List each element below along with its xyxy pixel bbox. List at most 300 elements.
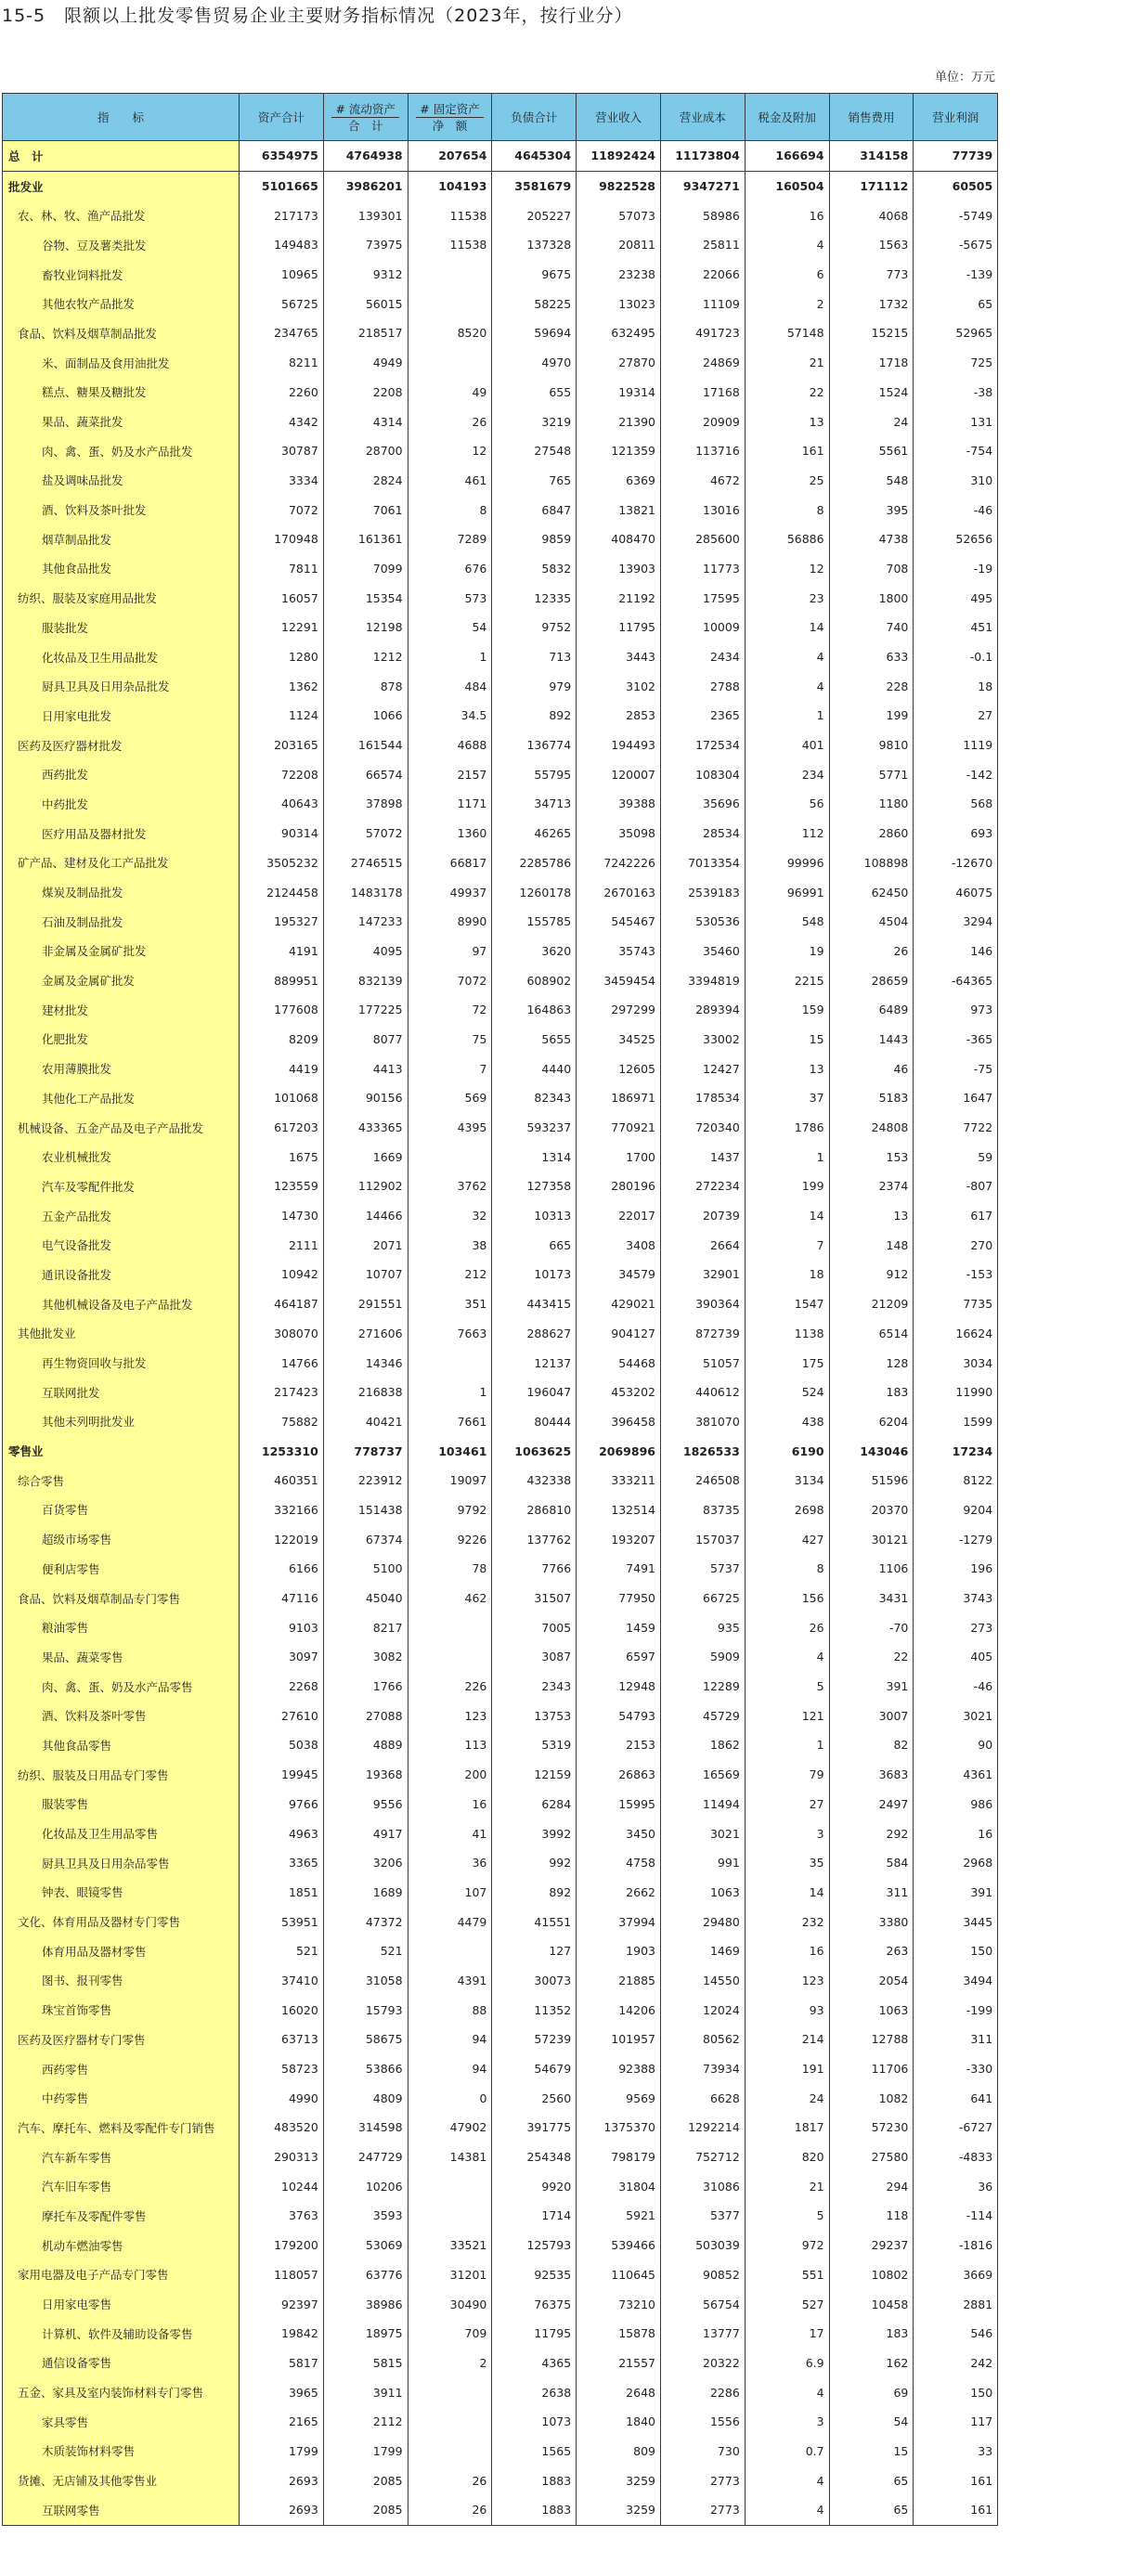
- cell-value: 53951: [240, 1907, 324, 1936]
- table-row: [3, 1790, 998, 1819]
- table-row: [3, 2437, 998, 2466]
- cell-value: 484: [408, 671, 492, 701]
- cell-value: 27610: [240, 1701, 324, 1730]
- cell-value: 3: [745, 1819, 829, 1848]
- row-label: 医药及医疗器材批发: [3, 731, 240, 760]
- cell-value: 1799: [240, 2437, 324, 2466]
- cell-value: 104193: [408, 171, 492, 201]
- cell-value: 137762: [492, 1524, 577, 1554]
- cell-value: 297299: [577, 995, 661, 1025]
- cell-value: 112: [745, 819, 829, 848]
- cell-value: 9810: [829, 731, 914, 760]
- cell-value: -46: [914, 1672, 998, 1702]
- cell-value: 183: [829, 1378, 914, 1407]
- cell-value: 54: [829, 2407, 914, 2437]
- cell-value: 4970: [492, 348, 577, 378]
- header-taxes: 税金及附加: [745, 94, 829, 141]
- cell-value: 7061: [323, 495, 408, 524]
- cell-value: 273: [914, 1612, 998, 1642]
- cell-value: 2285786: [492, 848, 577, 878]
- cell-value: 1718: [829, 348, 914, 378]
- cell-value: 37898: [323, 789, 408, 819]
- cell-value: 1903: [577, 1936, 661, 1966]
- cell-value: 20322: [660, 2349, 745, 2378]
- table-row: [3, 1907, 998, 1936]
- cell-value: 6166: [240, 1554, 324, 1584]
- cell-value: 72: [408, 995, 492, 1025]
- table-row: [3, 2201, 998, 2231]
- cell-value: 39388: [577, 789, 661, 819]
- cell-value: 1563: [829, 230, 914, 260]
- cell-value: 54468: [577, 1348, 661, 1378]
- cell-value: 272234: [660, 1171, 745, 1201]
- cell-value: 56886: [745, 524, 829, 554]
- table-row: [3, 1966, 998, 1996]
- cell-value: 125793: [492, 2231, 577, 2260]
- header-revenue: 营业收入: [577, 94, 661, 141]
- cell-value: 972: [745, 2231, 829, 2260]
- cell-value: 2773: [660, 2495, 745, 2525]
- cell-value: 5: [745, 2201, 829, 2231]
- cell-value: 101957: [577, 2025, 661, 2054]
- cell-value: -139: [914, 260, 998, 290]
- cell-value: 58225: [492, 289, 577, 318]
- table-row: [3, 907, 998, 937]
- cell-value: 16569: [660, 1760, 745, 1790]
- cell-value: 49: [408, 378, 492, 408]
- cell-value: 6514: [829, 1319, 914, 1349]
- cell-value: 5561: [829, 436, 914, 466]
- row-label: 百货零售: [3, 1495, 240, 1525]
- cell-value: 79: [745, 1760, 829, 1790]
- cell-value: 4738: [829, 524, 914, 554]
- cell-value: 30490: [408, 2289, 492, 2319]
- cell-value: 7491: [577, 1554, 661, 1584]
- row-label: 厨具卫具及日用杂品零售: [3, 1848, 240, 1878]
- cell-value: 740: [829, 613, 914, 642]
- cell-value: 3494: [914, 1966, 998, 1996]
- cell-value: 2746515: [323, 848, 408, 878]
- cell-value: 3394819: [660, 965, 745, 995]
- cell-value: 94: [408, 2054, 492, 2084]
- row-label: 其他食品批发: [3, 554, 240, 584]
- cell-value: 1732: [829, 289, 914, 318]
- cell-value: -153: [914, 1260, 998, 1289]
- table-row: [3, 2289, 998, 2319]
- cell-value: 41551: [492, 1907, 577, 1936]
- row-label: 其他机械设备及电子产品批发: [3, 1289, 240, 1319]
- cell-value: 521: [240, 1936, 324, 1966]
- cell-value: 973: [914, 995, 998, 1025]
- cell-value: -19: [914, 554, 998, 584]
- cell-value: 1082: [829, 2083, 914, 2113]
- cell-value: 6284: [492, 1790, 577, 1819]
- table-row: [3, 848, 998, 878]
- cell-value: 1124: [240, 701, 324, 731]
- financial-indicators-table: [2, 93, 998, 2526]
- cell-value: 3206: [323, 1848, 408, 1878]
- row-label: 中药零售: [3, 2083, 240, 2113]
- cell-value: [408, 348, 492, 378]
- cell-value: 57230: [829, 2113, 914, 2142]
- cell-value: 194493: [577, 731, 661, 760]
- cell-value: 77950: [577, 1584, 661, 1613]
- row-label: 服装批发: [3, 613, 240, 642]
- cell-value: 451: [914, 613, 998, 642]
- cell-value: 765: [492, 466, 577, 496]
- cell-value: 21885: [577, 1966, 661, 1996]
- cell-value: 40643: [240, 789, 324, 819]
- cell-value: 47902: [408, 2113, 492, 2142]
- cell-value: 593237: [492, 1113, 577, 1143]
- cell-value: 4419: [240, 1054, 324, 1083]
- table-row: [3, 1319, 998, 1349]
- cell-value: 6489: [829, 995, 914, 1025]
- cell-value: 285600: [660, 524, 745, 554]
- cell-value: 2286: [660, 2377, 745, 2407]
- cell-value: 123: [408, 1701, 492, 1730]
- cell-value: 10206: [323, 2171, 408, 2201]
- cell-value: 11538: [408, 230, 492, 260]
- row-label: 汽车及零配件批发: [3, 1171, 240, 1201]
- cell-value: 1362: [240, 671, 324, 701]
- cell-value: 1063: [660, 1878, 745, 1908]
- row-label: 机动车燃油零售: [3, 2231, 240, 2260]
- cell-value: 2648: [577, 2377, 661, 2407]
- cell-value: 4068: [829, 201, 914, 230]
- cell-value: 433365: [323, 1113, 408, 1143]
- cell-value: 191: [745, 2054, 829, 2084]
- row-label: 五金、家具及室内装饰材料专门零售: [3, 2377, 240, 2407]
- cell-value: 62450: [829, 877, 914, 907]
- cell-value: 2860: [829, 819, 914, 848]
- cell-value: 21192: [577, 583, 661, 613]
- cell-value: 36: [914, 2171, 998, 2201]
- cell-value: 88: [408, 1995, 492, 2025]
- table-row: [3, 1495, 998, 1525]
- cell-value: 37410: [240, 1966, 324, 1996]
- table-row: [3, 1378, 998, 1407]
- row-label: 钟表、眼镜零售: [3, 1878, 240, 1908]
- cell-value: 4990: [240, 2083, 324, 2113]
- cell-value: 1063625: [492, 1436, 577, 1466]
- cell-value: 8990: [408, 907, 492, 937]
- cell-value: 177608: [240, 995, 324, 1025]
- cell-value: 1766: [323, 1672, 408, 1702]
- cell-value: 226: [408, 1672, 492, 1702]
- cell-value: 56725: [240, 289, 324, 318]
- cell-value: 311: [914, 2025, 998, 2054]
- table-row: [3, 701, 998, 731]
- cell-value: 10009: [660, 613, 745, 642]
- cell-value: 3443: [577, 642, 661, 672]
- cell-value: 67374: [323, 1524, 408, 1554]
- cell-value: 54679: [492, 2054, 577, 2084]
- cell-value: 17: [745, 2319, 829, 2349]
- cell-value: 175: [745, 1348, 829, 1378]
- table-row: [3, 2319, 998, 2349]
- table-row: [3, 495, 998, 524]
- cell-value: 1565: [492, 2437, 577, 2466]
- cell-value: 308070: [240, 1319, 324, 1349]
- cell-value: 234: [745, 759, 829, 789]
- table-row: [3, 2054, 998, 2084]
- cell-value: 2773: [660, 2466, 745, 2495]
- cell-value: [408, 260, 492, 290]
- cell-value: 4440: [492, 1054, 577, 1083]
- cell-value: 462: [408, 1584, 492, 1613]
- cell-value: 47372: [323, 1907, 408, 1936]
- cell-value: 1138: [745, 1319, 829, 1349]
- cell-value: 17595: [660, 583, 745, 613]
- cell-value: 3763: [240, 2201, 324, 2231]
- cell-value: 246508: [660, 1466, 745, 1495]
- cell-value: 159: [745, 995, 829, 1025]
- cell-value: 11990: [914, 1378, 998, 1407]
- row-label: 纺织、服装及日用品专门零售: [3, 1760, 240, 1790]
- cell-value: 2153: [577, 1730, 661, 1760]
- cell-value: 1292214: [660, 2113, 745, 2142]
- cell-value: 12948: [577, 1672, 661, 1702]
- row-label: 汽车、摩托车、燃料及零配件专门销售: [3, 2113, 240, 2142]
- cell-value: 461: [408, 466, 492, 496]
- cell-value: 30787: [240, 436, 324, 466]
- cell-value: 10965: [240, 260, 324, 290]
- cell-value: 4395: [408, 1113, 492, 1143]
- cell-value: 2497: [829, 1790, 914, 1819]
- cell-value: 27580: [829, 2142, 914, 2172]
- cell-value: 12024: [660, 1995, 745, 2025]
- cell-value: 131: [914, 407, 998, 436]
- cell-value: 3134: [745, 1466, 829, 1495]
- row-label: 日用家电批发: [3, 701, 240, 731]
- table-header: [3, 94, 998, 141]
- table-row: [3, 1466, 998, 1495]
- cell-value: 396458: [577, 1407, 661, 1437]
- cell-value: 1: [408, 1378, 492, 1407]
- cell-value: -6727: [914, 2113, 998, 2142]
- row-label: 化妆品及卫生用品批发: [3, 642, 240, 672]
- cell-value: 483520: [240, 2113, 324, 2142]
- cell-value: 1669: [323, 1142, 408, 1171]
- cell-value: 40421: [323, 1407, 408, 1437]
- cell-value: 9226: [408, 1524, 492, 1554]
- cell-value: 103461: [408, 1436, 492, 1466]
- cell-value: 80444: [492, 1407, 577, 1437]
- table-row: [3, 230, 998, 260]
- table-row: [3, 2142, 998, 2172]
- row-label: 糕点、糖果及糖批发: [3, 378, 240, 408]
- cell-value: 3669: [914, 2260, 998, 2290]
- cell-value: 1862: [660, 1730, 745, 1760]
- cell-value: 10802: [829, 2260, 914, 2290]
- cell-value: 36: [408, 1848, 492, 1878]
- cell-value: 153: [829, 1142, 914, 1171]
- cell-value: 3259: [577, 2495, 661, 2525]
- cell-value: 54: [408, 613, 492, 642]
- cell-value: -807: [914, 1171, 998, 1201]
- cell-value: 137328: [492, 230, 577, 260]
- cell-value: 4: [745, 642, 829, 672]
- cell-value: 247729: [323, 2142, 408, 2172]
- cell-value: 4758: [577, 1848, 661, 1878]
- cell-value: -4833: [914, 2142, 998, 2172]
- row-label: 米、面制品及食用油批发: [3, 348, 240, 378]
- row-label: 果品、蔬菜批发: [3, 407, 240, 436]
- cell-value: 391: [829, 1672, 914, 1702]
- cell-value: 5832: [492, 554, 577, 584]
- cell-value: 2539183: [660, 877, 745, 907]
- cell-value: 1375370: [577, 2113, 661, 2142]
- cell-value: 2881: [914, 2289, 998, 2319]
- cell-value: 107: [408, 1878, 492, 1908]
- cell-value: 13: [829, 1201, 914, 1231]
- cell-value: 5038: [240, 1730, 324, 1760]
- cell-value: 7663: [408, 1319, 492, 1349]
- cell-value: 1483178: [323, 877, 408, 907]
- cell-value: 391775: [492, 2113, 577, 2142]
- cell-value: 161: [914, 2495, 998, 2525]
- table-row: [3, 436, 998, 466]
- cell-value: 4191: [240, 937, 324, 966]
- table-row: [3, 407, 998, 436]
- table-row: [3, 2466, 998, 2495]
- cell-value: 82343: [492, 1083, 577, 1113]
- cell-value: 4889: [323, 1730, 408, 1760]
- cell-value: 31201: [408, 2260, 492, 2290]
- cell-value: 1799: [323, 2437, 408, 2466]
- table-row: [3, 1289, 998, 1319]
- cell-value: 108304: [660, 759, 745, 789]
- cell-value: 633: [829, 642, 914, 672]
- cell-value: 37994: [577, 1907, 661, 1936]
- cell-value: 15878: [577, 2319, 661, 2349]
- cell-value: 872739: [660, 1319, 745, 1349]
- cell-value: 11538: [408, 201, 492, 230]
- cell-value: 584: [829, 1848, 914, 1878]
- table-row: [3, 2377, 998, 2407]
- cell-value: 676: [408, 554, 492, 584]
- cell-value: 9675: [492, 260, 577, 290]
- cell-value: 9766: [240, 1790, 324, 1819]
- cell-value: 52656: [914, 524, 998, 554]
- cell-value: 3219: [492, 407, 577, 436]
- cell-value: 51596: [829, 1466, 914, 1495]
- cell-value: [408, 289, 492, 318]
- row-label: 摩托车及零配件零售: [3, 2201, 240, 2231]
- cell-value: 2560: [492, 2083, 577, 2113]
- cell-value: 21557: [577, 2349, 661, 2378]
- cell-value: 752712: [660, 2142, 745, 2172]
- cell-value: 148: [829, 1230, 914, 1260]
- cell-value: 13: [745, 407, 829, 436]
- cell-value: 56: [745, 789, 829, 819]
- cell-value: 4479: [408, 1907, 492, 1936]
- cell-value: 1443: [829, 1025, 914, 1055]
- cell-value: 427: [745, 1524, 829, 1554]
- cell-value: 1066: [323, 701, 408, 731]
- row-label: 西药零售: [3, 2054, 240, 2084]
- cell-value: 935: [660, 1612, 745, 1642]
- cell-value: 1: [745, 1730, 829, 1760]
- cell-value: 113716: [660, 436, 745, 466]
- table-row: [3, 1672, 998, 1702]
- cell-value: 172534: [660, 731, 745, 760]
- cell-value: 889951: [240, 965, 324, 995]
- cell-value: 3986201: [323, 171, 408, 201]
- cell-value: 7013354: [660, 848, 745, 878]
- cell-value: 14346: [323, 1348, 408, 1378]
- cell-value: 2664: [660, 1230, 745, 1260]
- cell-value: 2638: [492, 2377, 577, 2407]
- cell-value: 1171: [408, 789, 492, 819]
- cell-value: 75: [408, 1025, 492, 1055]
- cell-value: 60505: [914, 171, 998, 201]
- cell-value: 110645: [577, 2260, 661, 2290]
- cell-value: 31507: [492, 1584, 577, 1613]
- row-label: 体育用品及器材零售: [3, 1936, 240, 1966]
- cell-value: 351: [408, 1289, 492, 1319]
- table-row: [3, 819, 998, 848]
- cell-value: 2662: [577, 1878, 661, 1908]
- cell-value: 156: [745, 1584, 829, 1613]
- cell-value: 2085: [323, 2495, 408, 2525]
- cell-value: 12: [745, 554, 829, 584]
- cell-value: 6: [745, 260, 829, 290]
- cell-value: 11795: [492, 2319, 577, 2349]
- cell-value: 21390: [577, 407, 661, 436]
- row-label: 烟草制品批发: [3, 524, 240, 554]
- cell-value: 1826533: [660, 1436, 745, 1466]
- cell-value: 3505232: [240, 848, 324, 878]
- cell-value: 35743: [577, 937, 661, 966]
- table-row: [3, 1142, 998, 1171]
- cell-value: 90314: [240, 819, 324, 848]
- cell-value: 34713: [492, 789, 577, 819]
- cell-value: 97: [408, 937, 492, 966]
- table-row: [3, 1260, 998, 1289]
- cell-value: 23: [745, 583, 829, 613]
- cell-value: 120007: [577, 759, 661, 789]
- cell-value: 4314: [323, 407, 408, 436]
- cell-value: 310: [914, 466, 998, 496]
- cell-value: 14766: [240, 1348, 324, 1378]
- cell-value: 4: [745, 230, 829, 260]
- cell-value: 8: [408, 495, 492, 524]
- cell-value: 41: [408, 1819, 492, 1848]
- cell-value: 665: [492, 1230, 577, 1260]
- cell-value: 2343: [492, 1672, 577, 1702]
- cell-value: 63776: [323, 2260, 408, 2290]
- cell-value: 720340: [660, 1113, 745, 1143]
- row-label: 建材批发: [3, 995, 240, 1025]
- cell-value: 770921: [577, 1113, 661, 1143]
- cell-value: 892: [492, 1878, 577, 1908]
- cell-value: 35460: [660, 937, 745, 966]
- header-sales-expense: 销售费用: [829, 94, 914, 141]
- cell-value: 13023: [577, 289, 661, 318]
- cell-value: [408, 2407, 492, 2437]
- cell-value: 3459454: [577, 965, 661, 995]
- cell-value: 228: [829, 671, 914, 701]
- cell-value: 1106: [829, 1554, 914, 1584]
- cell-value: 453202: [577, 1378, 661, 1407]
- row-label: 互联网零售: [3, 2495, 240, 2525]
- cell-value: 3082: [323, 1642, 408, 1672]
- cell-value: 146: [914, 937, 998, 966]
- table-row: [3, 1995, 998, 2025]
- cell-value: 1437: [660, 1142, 745, 1171]
